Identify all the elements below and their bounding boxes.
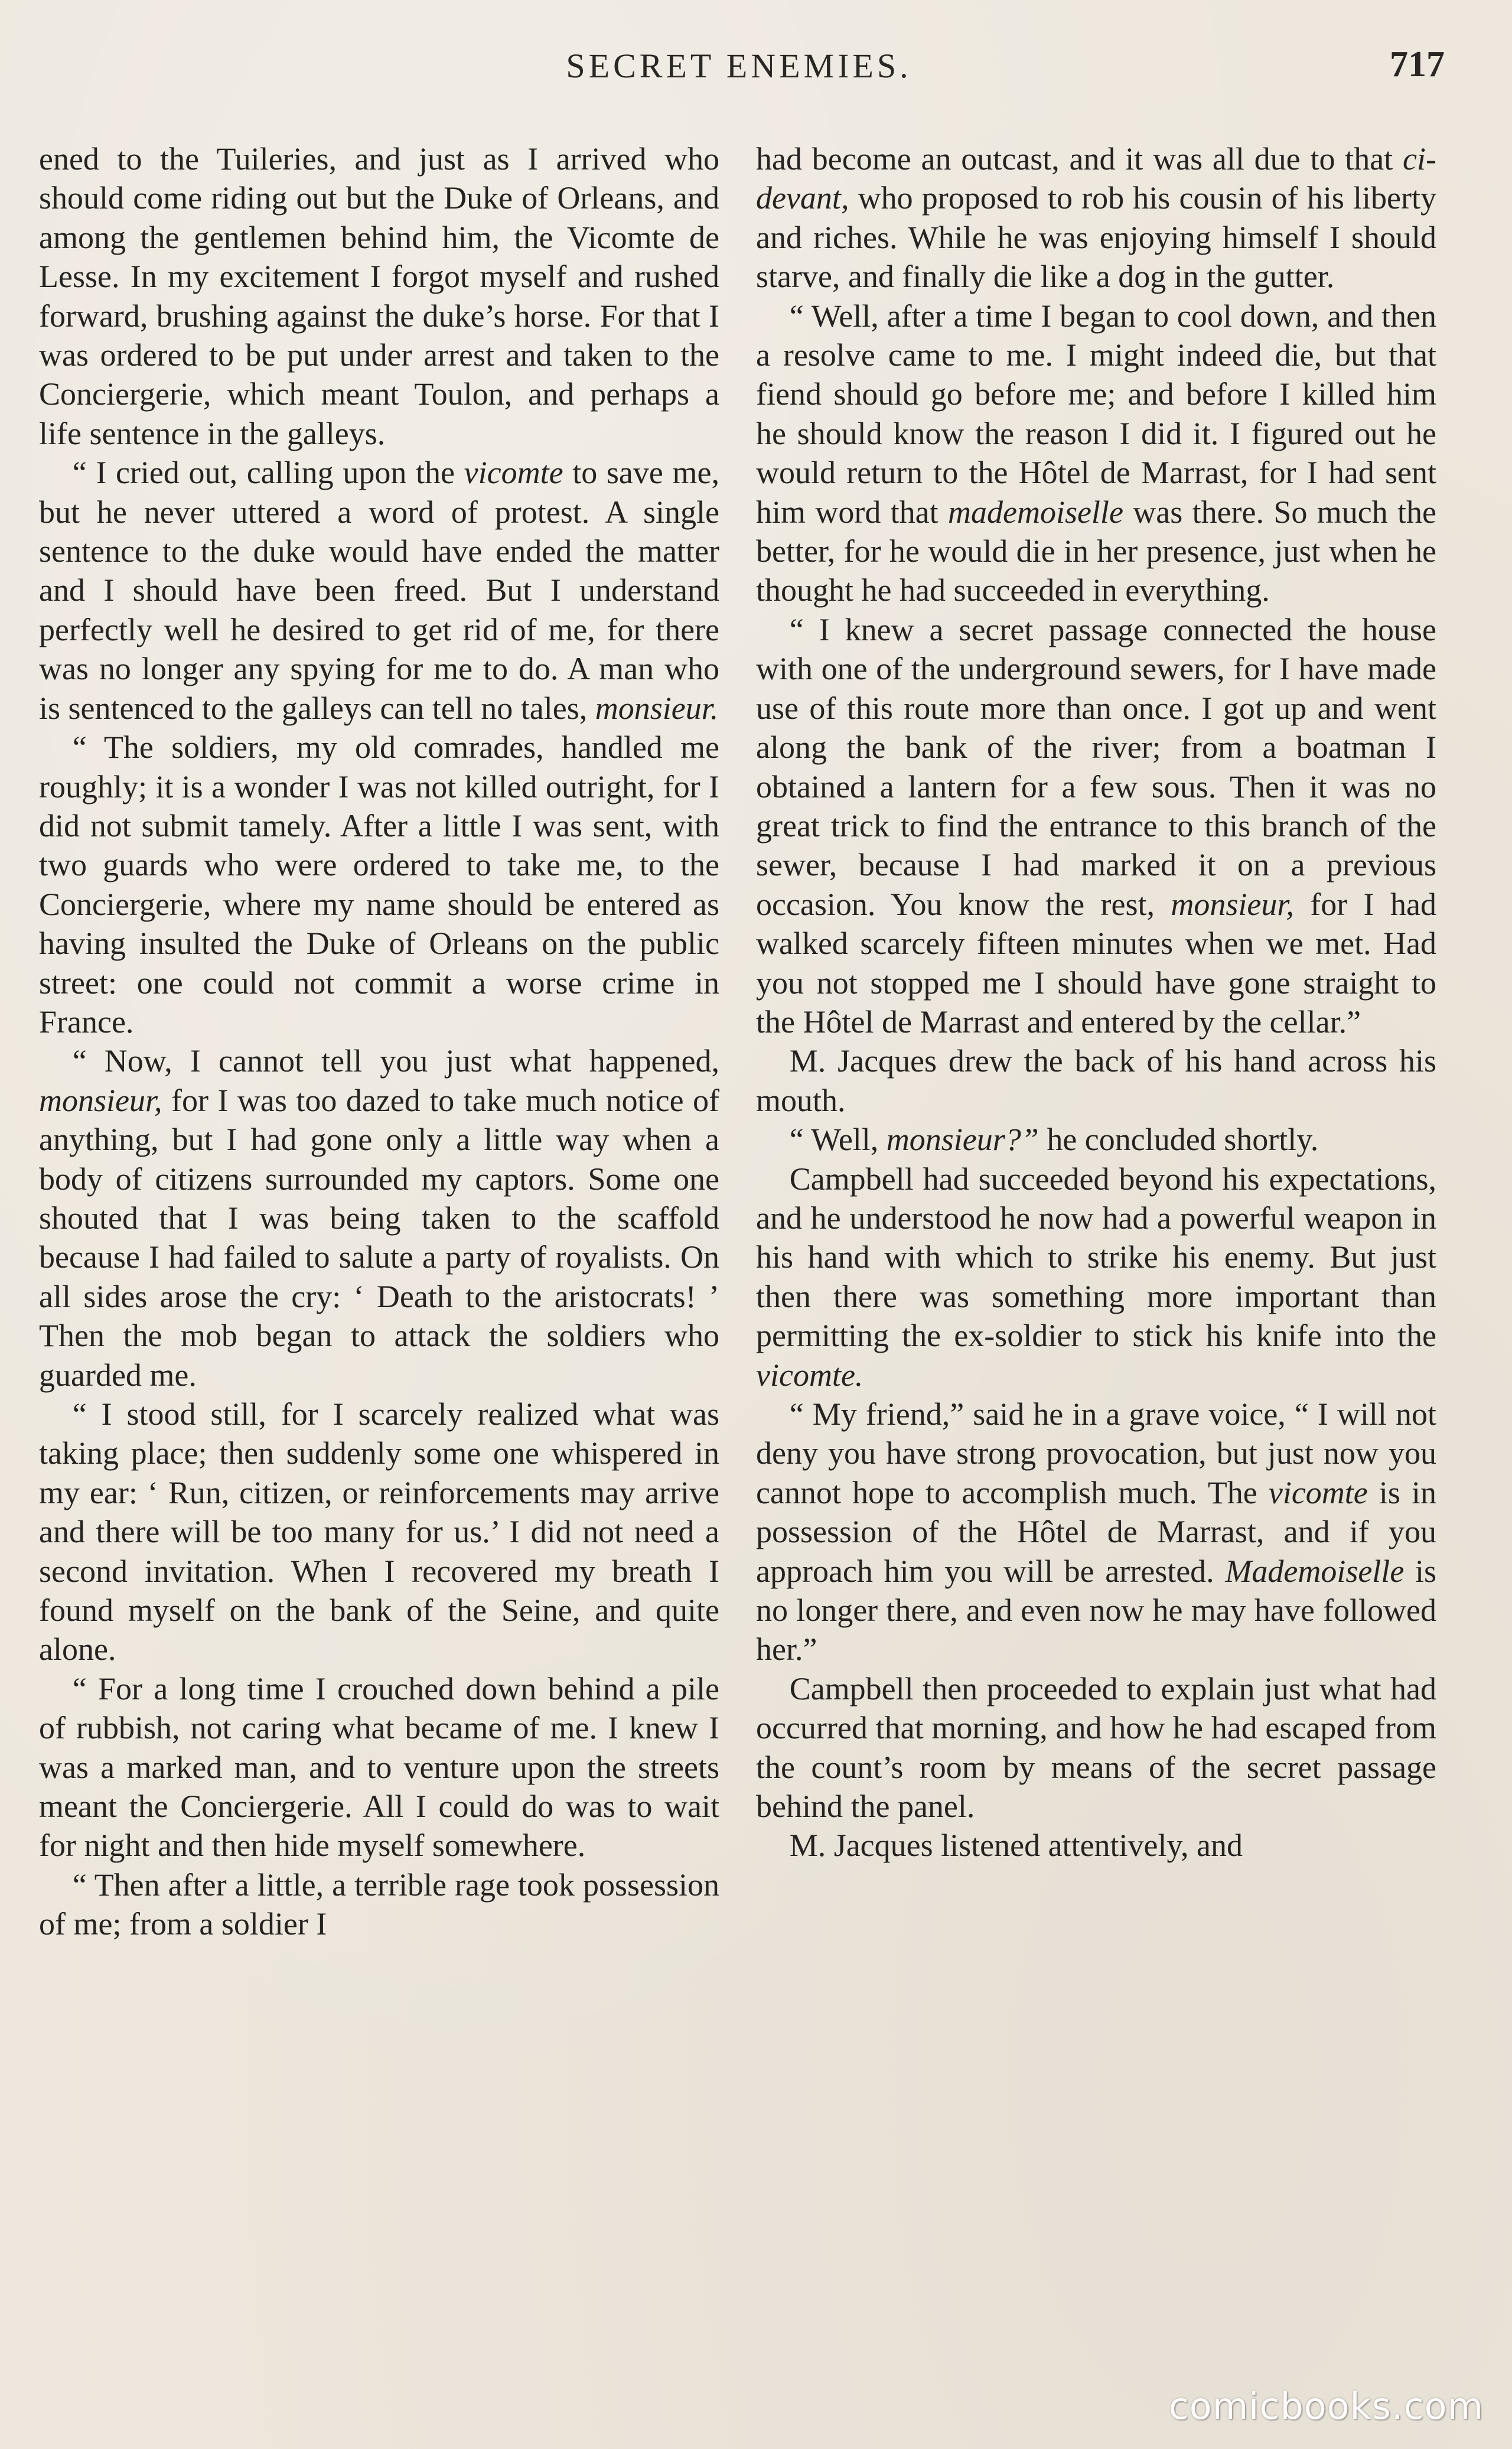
paragraph-text: M. Jacques listened attentively, and bbox=[789, 1828, 1243, 1864]
paragraph-text: Campbell then proceeded to explain just what had occurred that morning, and how he had escaped from the count’s room by means of the secret passage behind the panel. bbox=[756, 1670, 1436, 1825]
paragraph-text: for I had walked scarcely fifteen minutes when we met. Had you not stopped me I should have gone straight to the Hôtel de Marrast and entered by the cellar.” bbox=[756, 886, 1436, 1040]
paragraph-text: Campbell had succeeded beyond his expectations, and he understood he now had a powerful weapon in his hand with which to strike his enemy. But just then there was something more important than permitting the ex-soldier to stick his knife into the bbox=[756, 1161, 1436, 1354]
paragraph bbox=[756, 139, 1436, 297]
paragraph-text: “ Now, I cannot tell you just what happened, bbox=[72, 1043, 719, 1079]
paragraph-text: “ Then after a little, a terrible rage took possession of me; from a soldier I bbox=[39, 1867, 719, 1942]
paragraph-text: “ For a long time I crouched down behind a pile of rubbish, not caring what became of me. I knew I was a marked man, and to venture upon the streets meant the Conciergerie. All I could do was to wait for night and then hide myself somewhere. bbox=[39, 1670, 719, 1864]
paragraph bbox=[39, 1041, 719, 1395]
paragraph bbox=[756, 1160, 1436, 1395]
paragraph-text: “ I cried out, calling upon the bbox=[72, 455, 464, 491]
italic-text: vicomte bbox=[464, 455, 563, 491]
running-title: SECRET ENEMIES. bbox=[566, 47, 912, 85]
paragraph-text: to save me, but he never uttered a word of protest. A single sentence to the duke would have ended the matter and I should have been freed. But I understand perfectly well he desired to get rid of me, for there was no longer any spying for me to do. A man who is sentenced to the galleys can tell no tales, bbox=[39, 455, 719, 726]
paragraph bbox=[756, 297, 1436, 610]
paragraph bbox=[39, 1865, 719, 1944]
paragraph bbox=[39, 139, 719, 453]
paragraph-text: was there. So much the better, for he would die in her presence, just when he thought he had succeeded in everything. bbox=[756, 494, 1436, 608]
paragraph bbox=[39, 1395, 719, 1669]
paragraph bbox=[39, 728, 719, 1041]
paragraph-text: is no longer there, and even now he may have followed her.” bbox=[756, 1553, 1436, 1668]
paragraph-text: “ I stood still, for I scarcely realized what was taking place; then suddenly some one whispered in my ear: ‘ Run, citizen, or reinforcements may arrive and there will be too many for us.’ I did not need a second invitation. When I recovered my breath I found myself on the bank of the Seine, and quite alone. bbox=[39, 1396, 719, 1668]
paragraph bbox=[756, 1669, 1436, 1826]
italic-text: vicomte bbox=[1268, 1474, 1368, 1510]
paragraph bbox=[756, 1395, 1436, 1669]
right-text-column bbox=[756, 139, 1436, 2349]
paragraph-text: ened to the Tuileries, and just as I arrived who should come riding out but the Duke of Orleans, and among the gentlemen behind him, the Vicomte de Lesse. In my excitement I forgot myself and rushed forward, brushing against the duke’s horse. For that I was ordered to be put under arrest and taken to the Conciergerie, which meant Toulon, and perhaps a life sentence in the galleys. bbox=[39, 141, 719, 451]
paragraph-text: “ Well, bbox=[789, 1122, 887, 1158]
left-text-column bbox=[39, 139, 719, 2349]
paragraph-text: M. Jacques drew the back of his hand across his mouth. bbox=[756, 1043, 1436, 1118]
paragraph bbox=[756, 610, 1436, 1041]
page-number: 717 bbox=[1390, 44, 1445, 84]
italic-text: mademoiselle bbox=[947, 494, 1123, 530]
paragraph-text: “ My friend,” said he in a grave voice, “ I will not deny you have strong provocation, but just now you cannot hope to accomplish much. The bbox=[756, 1396, 1436, 1510]
paragraph-text: “ The soldiers, my old comrades, handled me roughly; it is a wonder I was not killed outright, for I did not submit tamely. After a little I was sent, with two guards who were ordered to take me, to the Conciergerie, where my name should be entered as having insulted the Duke of Orleans on the public street: one could not commit a worse crime in France. bbox=[39, 730, 719, 1040]
italic-text: vicomte. bbox=[756, 1357, 863, 1393]
paragraph-text: he concluded shortly. bbox=[1038, 1122, 1319, 1158]
paragraph bbox=[756, 1041, 1436, 1120]
paragraph-text: “ I knew a secret passage connected the house with one of the underground sewers, for I have made use of this route more than once. I got up and went along the bank of the river; from a boatman I obtained a lantern for a few sous. Then it was no great trick to find the entrance to this branch of the sewer, because I had marked it on a previous occasion. You know the rest, bbox=[756, 611, 1436, 922]
paragraph-text: for I was too dazed to take much notice of anything, but I had gone only a little way when a body of citizens surrounded my captors. Some one shouted that I was being taken to the scaffold because I had failed to salute a party of royalists. On all sides arose the cry: ‘ Death to the aristocrats! ’ Then the mob began to attack the soldiers who guarded me. bbox=[39, 1082, 719, 1393]
paragraph-text: is in possession of the Hôtel de Marrast, and if you approach him you will be arrested. bbox=[756, 1474, 1436, 1589]
paragraph-text: “ Well, after a time I began to cool down, and then a resolve came to me. I might indeed die, but that fiend should go before me; and before I killed him he should know the reason I did it. I figured out he would return to the Hôtel de Marrast, for I had sent him word that bbox=[756, 298, 1436, 530]
paragraph bbox=[756, 1826, 1436, 1865]
italic-text: ci-devant, bbox=[756, 141, 1436, 216]
paragraph bbox=[39, 1669, 719, 1865]
italic-text: monsieur, bbox=[39, 1082, 162, 1118]
italic-text: monsieur. bbox=[595, 690, 719, 726]
italic-text: monsieur?” bbox=[886, 1122, 1039, 1158]
paragraph-text: who proposed to rob his cousin of his liberty and riches. While he was enjoying himself I should starve, and finally die like a dog in the gutter. bbox=[756, 180, 1436, 295]
watermark: comicbooks.com bbox=[1168, 2385, 1484, 2428]
paragraph bbox=[756, 1120, 1436, 1159]
italic-text: monsieur, bbox=[1171, 886, 1294, 922]
paragraph-text: had become an outcast, and it was all due to that bbox=[756, 141, 1403, 177]
running-head bbox=[39, 44, 1445, 99]
paragraph bbox=[39, 453, 719, 728]
italic-text: Mademoiselle bbox=[1225, 1553, 1405, 1589]
